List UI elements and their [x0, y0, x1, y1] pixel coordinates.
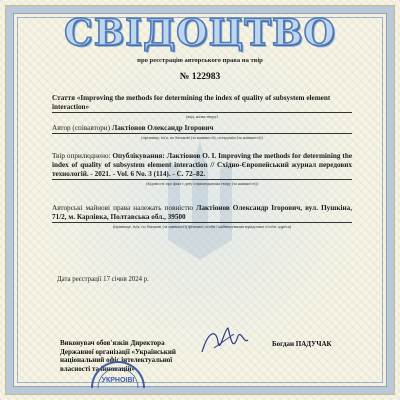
work-section — [52, 94, 352, 119]
author-hint: (прізвище, ім'я, по батькові (за наявності), псевдонім (за наявності)) — [141, 135, 263, 140]
publication-text: Опублікування: Лактіонов О. І. Improving the methods for determining the index of quality of subsystem element interaction // Східно-Європейський журнал передових технологій. - 2021. - Vol. 6 No. 3 (114). - С. 72–82. — [52, 152, 353, 178]
signature-icon — [198, 322, 252, 362]
certificate-number: № 122983 — [179, 72, 221, 82]
rights-holder: Лактіонов Олександр Ігорович, вул. Пушкіна, 71/2, м. Карлівка, Полтавська обл., 39500 — [52, 204, 353, 221]
publication-label: Твір оприлюднено: — [52, 152, 111, 160]
rights-section — [52, 204, 352, 229]
work-hint: (вид, назва твору) — [186, 114, 218, 119]
author-label: Автор (співавтори) — [52, 124, 111, 132]
seal-stamp-icon — [90, 360, 146, 388]
author-section — [52, 124, 352, 140]
svg-text:УКРНОІВІ: УКРНОІВІ — [101, 377, 135, 384]
author-name: Лактіонов Олександр Ігорович — [111, 124, 214, 132]
registration-date: Дата реєстрації 17 січня 2024 р. — [57, 276, 149, 283]
rights-hint: (прізвище, ім'я, по батькові (за наявності) фізичної особи / найменування юридичної особи, адреса) — [112, 224, 292, 229]
certificate-title: СВІДОЦТВО — [64, 12, 336, 54]
trident-watermark-icon — [150, 130, 250, 270]
publication-section — [52, 152, 352, 186]
signer-name: Богдан ПАДУЧАК — [272, 340, 332, 348]
issuer-title: Виконувач обов'язків Директора Державної організації «Український національний офіс інтелектуальної власності та інновацій» — [60, 339, 176, 373]
rights-label: Авторські майнові права належать повністю — [52, 204, 194, 212]
work-title: Стаття «Improving the methods for determining the index of quality of subsystem element interaction» — [52, 94, 352, 113]
certificate-subtitle: про реєстрацію авторського права на твір — [137, 57, 263, 64]
publication-hint: (відомості про факт і дату оприлюднення твору (за наявності)) — [146, 181, 258, 186]
